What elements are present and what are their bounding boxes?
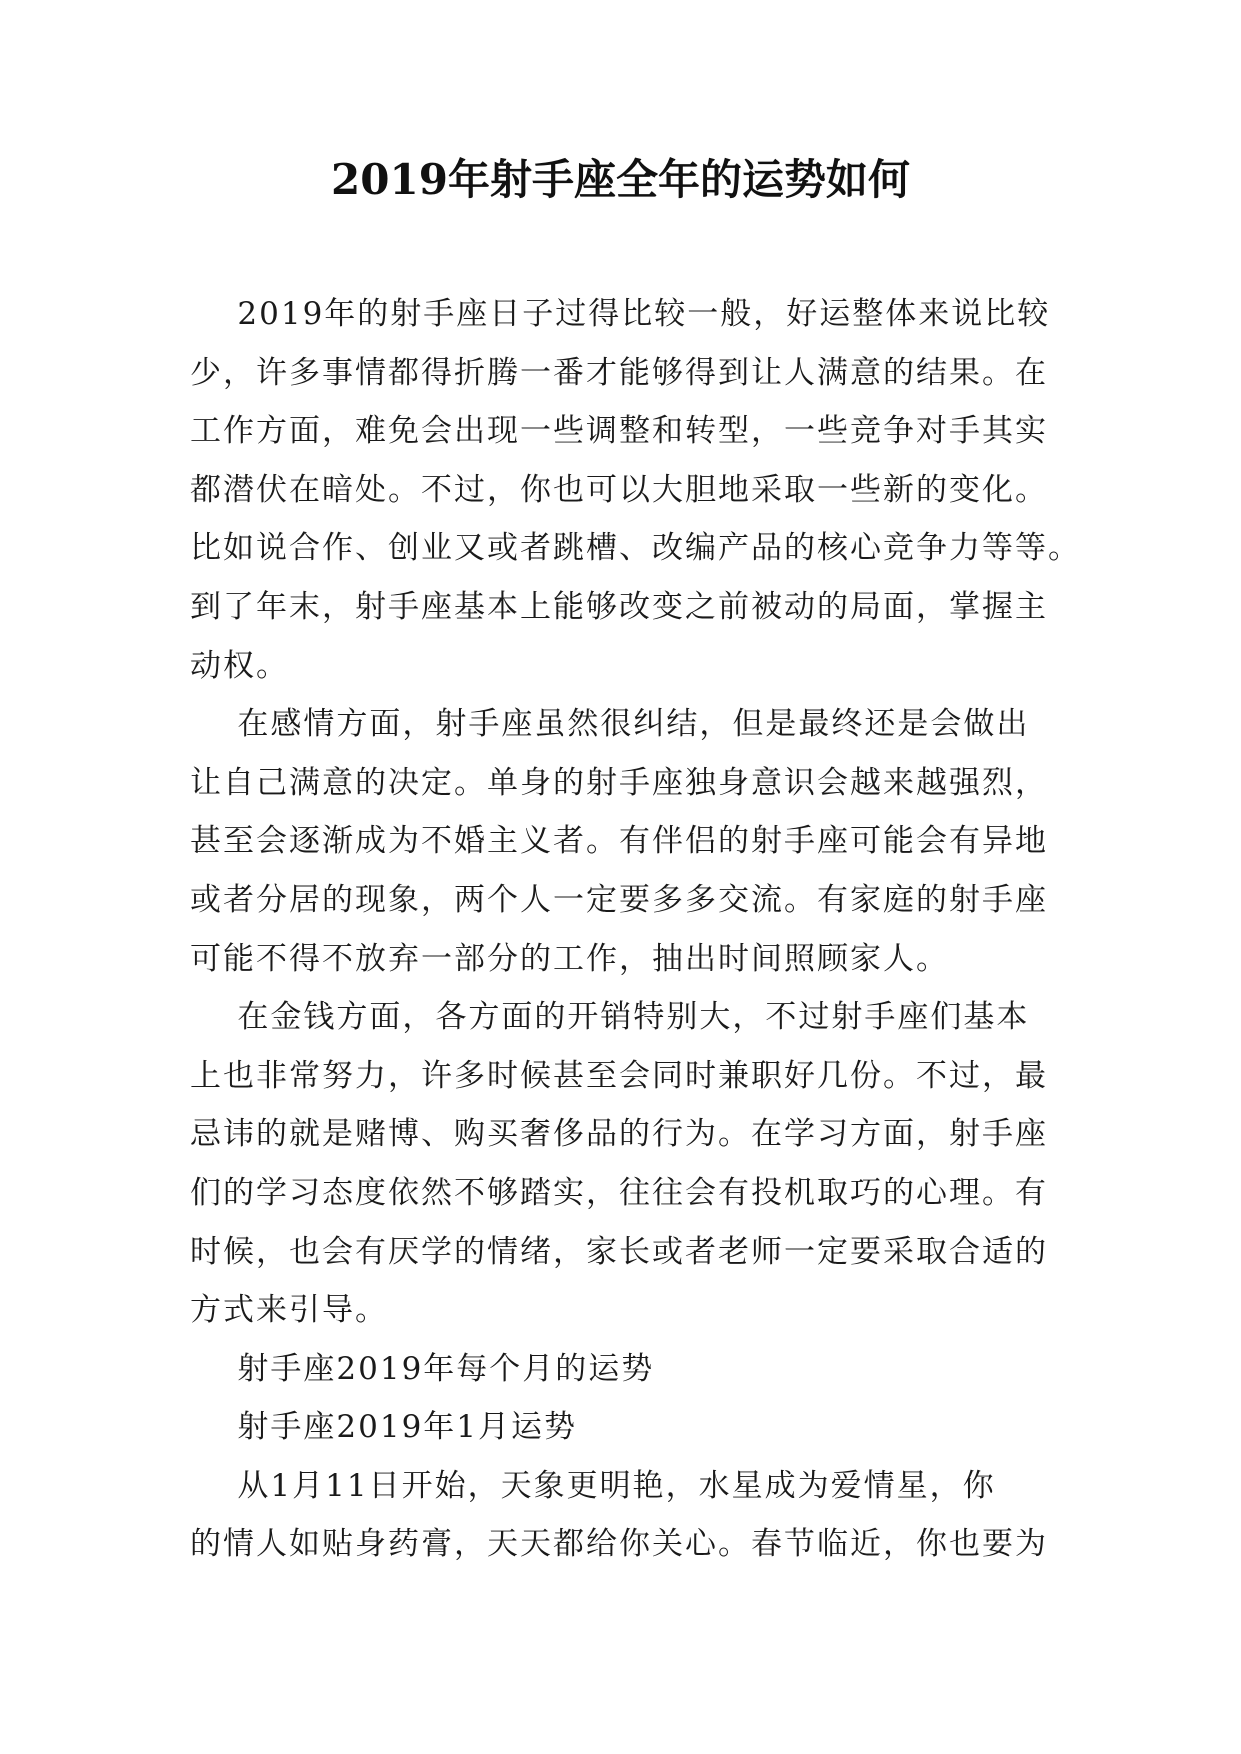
text-line: 从1月11日开始，天象更明艳，水星成为爱情星，你: [190, 1467, 996, 1504]
text-line: 在感情方面，射手座虽然很纠结，但是最终还是会做出: [190, 706, 1030, 743]
text-line: 可能不得不放弃一部分的工作，抽出时间照顾家人。: [190, 940, 949, 977]
text-line: 都潜伏在暗处。不过，你也可以大胆地采取一些新的变化。: [190, 471, 1048, 508]
text-line: 在金钱方面，各方面的开销特别大，不过射手座们基本: [190, 999, 1030, 1036]
text-line: 忌讳的就是赌博、购买奢侈品的行为。在学习方面，射手座: [190, 1116, 1048, 1153]
text-line: 甚至会逐渐成为不婚主义者。有伴侣的射手座可能会有异地: [190, 823, 1048, 860]
text-line: 到了年末，射手座基本上能够改变之前被动的局面，掌握主: [190, 588, 1048, 625]
text-line: 射手座2019年1月运势: [190, 1409, 578, 1446]
text-line: 2019年的射手座日子过得比较一般，好运整体来说比较: [190, 296, 1051, 332]
text-line: 射手座2019年每个月的运势: [190, 1350, 655, 1387]
text-line: 或者分居的现象，两个人一定要多多交流。有家庭的射手座: [190, 881, 1048, 918]
text-line: 少，许多事情都得折腾一番才能够得到让人满意的结果。在: [190, 354, 1048, 391]
document-title: 2019年射手座全年的运势如何: [331, 155, 910, 204]
text-line: 们的学习态度依然不够踏实，往往会有投机取巧的心理。有: [190, 1174, 1048, 1211]
document-body: [190, 285, 1081, 1574]
text-line: 动权。: [190, 647, 289, 684]
text-line: 工作方面，难免会出现一些调整和转型，一些竞争对手其实: [190, 413, 1048, 450]
text-line: 时候，也会有厌学的情绪，家长或者老师一定要采取合适的: [190, 1233, 1048, 1270]
text-line: 比如说合作、创业又或者跳槽、改编产品的核心竞争力等等。: [190, 530, 1081, 567]
text-line: 让自己满意的决定。单身的射手座独身意识会越来越强烈，: [190, 764, 1048, 801]
text-line: 的情人如贴身药膏，天天都给你关心。春节临近，你也要为: [190, 1526, 1048, 1563]
text-line: 方式来引导。: [190, 1292, 388, 1329]
text-line: 上也非常努力，许多时候甚至会同时兼职好几份。不过，最: [190, 1057, 1048, 1094]
